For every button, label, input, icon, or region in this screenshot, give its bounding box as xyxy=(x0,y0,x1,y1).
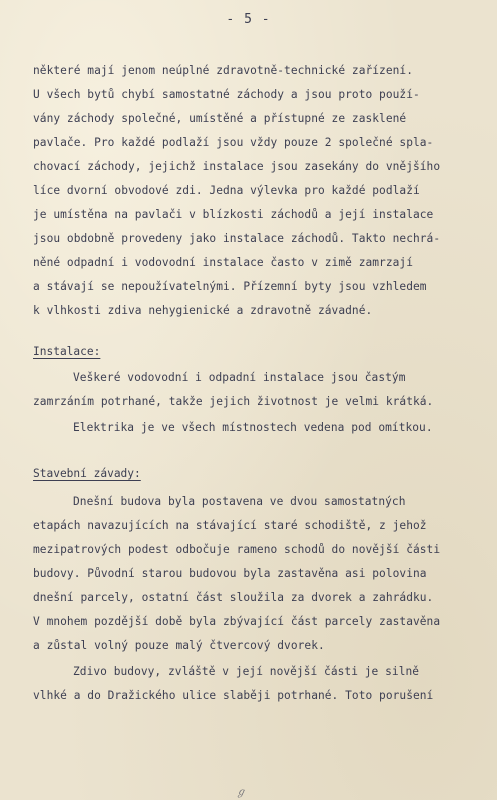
pencil-mark: ℊ xyxy=(236,787,246,798)
paragraph-line: Veškeré vodovodní i odpadní instalace jsou častým xyxy=(73,371,406,384)
paragraph-line: dnešní parcely, ostatní část sloužila za dvorek a zahrádku. xyxy=(33,591,434,604)
paragraph-line: a stávají se nepoužívatelnými. Přízemní byty jsou vzhledem xyxy=(33,280,427,293)
paragraph-line: etapách navazujících na stávající staré schodiště, z jehož xyxy=(33,519,427,532)
paragraph-line: mezipatrových podest odbočuje rameno schodů do novější části xyxy=(33,543,441,556)
section-heading-stavebni-zavady: Stavební závady: xyxy=(33,467,141,480)
paragraph-line: Elektrika je ve všech místnostech vedena pod omítkou. xyxy=(73,421,433,434)
section-heading-instalace: Instalace: xyxy=(33,345,101,358)
paragraph-line: k vlhkosti zdiva nehygienické a zdravotně závadné. xyxy=(33,304,373,317)
paragraph-line: a zůstal volný pouze malý čtvercový dvorek. xyxy=(33,639,325,652)
paragraph-line: vlhké a do Dražického ulice slaběji potrhané. Toto porušení xyxy=(33,689,434,702)
paragraph-line: Dnešní budova byla postavena ve dvou samostatných xyxy=(73,495,406,508)
paragraph-line: pavlače. Pro každé podlaží jsou vždy pouze 2 společné spla- xyxy=(33,136,434,149)
paragraph-line: jsou obdobně provedeny jako instalace záchodů. Takto nechrá- xyxy=(33,232,441,245)
paragraph-line: něné odpadní i vodovodní instalace často v zimě zamrzají xyxy=(33,256,413,269)
paragraph-line: budovy. Původní starou budovou byla zastavěna asi polovina xyxy=(33,567,427,580)
paragraph-line: zamrzáním potrhané, takže jejich životnost je velmi krátká. xyxy=(33,395,434,408)
paragraph-line: chovací záchody, jejichž instalace jsou zasekány do vnějšího xyxy=(33,160,441,173)
paragraph-line: Zdivo budovy, zvláště v její novější části je silně xyxy=(73,665,420,678)
paragraph-line: líce dvorní obvodové zdi. Jedna výlevka pro každé podlaží xyxy=(33,184,420,197)
paragraph-line: U všech bytů chybí samostatné záchody a jsou proto použí- xyxy=(33,88,420,101)
paragraph-line: V mnohem pozdější době byla zbývající část parcely zastavěna xyxy=(33,615,441,628)
page-number: - 5 - xyxy=(226,12,271,27)
paragraph-line: některé mají jenom neúplné zdravotně-technické zařízení. xyxy=(33,64,413,77)
paragraph-line: vány záchody společné, umístěné a přístupné ze zasklené xyxy=(33,112,407,125)
paragraph-line: je umístěna na pavlači v blízkosti záchodů a její instalace xyxy=(33,208,434,221)
